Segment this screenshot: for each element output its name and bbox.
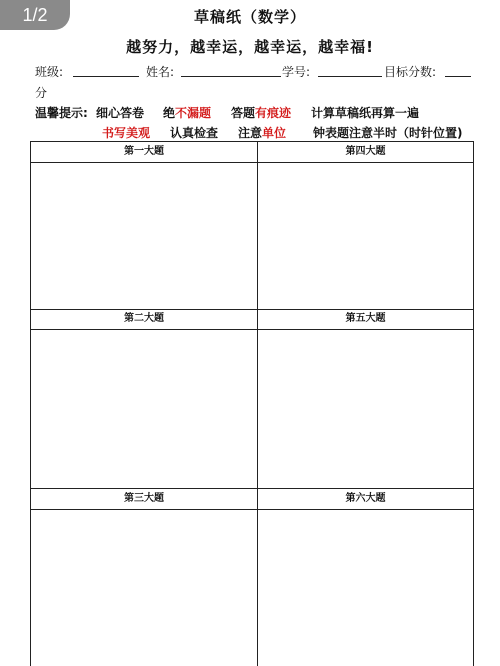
student-id-blank[interactable] xyxy=(318,76,382,77)
class-label: 班级: xyxy=(35,65,64,79)
tip-item: 注意单位 xyxy=(238,126,287,140)
target-score-label: 目标分数: xyxy=(384,65,437,79)
section-title-3: 第三大题 xyxy=(124,493,164,504)
answer-grid xyxy=(30,141,474,666)
score-unit: 分 xyxy=(35,86,48,100)
section-title-1: 第一大题 xyxy=(124,146,164,157)
name-blank[interactable] xyxy=(181,76,281,77)
student-id-label: 学号: xyxy=(282,65,311,79)
section-title-2: 第二大题 xyxy=(124,313,164,324)
section-title-4: 第四大题 xyxy=(345,146,386,157)
tip-item: 书写美观 xyxy=(102,126,151,140)
tip-item: 绝不漏题 xyxy=(163,106,212,120)
row-divider xyxy=(31,509,473,510)
column-divider xyxy=(257,142,258,666)
name-label: 姓名: xyxy=(146,65,175,79)
tip-item: 细心答卷 xyxy=(96,106,145,120)
student-info-row xyxy=(35,63,475,81)
slogan: 越努力，越幸运，越幸运，越幸福! xyxy=(126,38,374,56)
tips-label: 温馨提示: xyxy=(35,106,88,120)
tip-item: 计算草稿纸再算一遍 xyxy=(311,106,420,120)
target-score-blank[interactable] xyxy=(445,76,471,77)
section-title-6: 第六大题 xyxy=(345,493,386,504)
page-indicator: 1/2 xyxy=(0,0,70,30)
section-title-5: 第五大题 xyxy=(345,313,386,324)
page-title: 草稿纸（数学） xyxy=(193,8,306,26)
row-divider xyxy=(31,329,473,330)
tip-item: 钟表题注意半时（时针位置) xyxy=(313,126,463,140)
tip-item: 认真检查 xyxy=(170,126,219,140)
row-divider xyxy=(31,162,473,163)
class-blank[interactable] xyxy=(73,76,139,77)
tip-item: 答题有痕迹 xyxy=(231,106,292,120)
